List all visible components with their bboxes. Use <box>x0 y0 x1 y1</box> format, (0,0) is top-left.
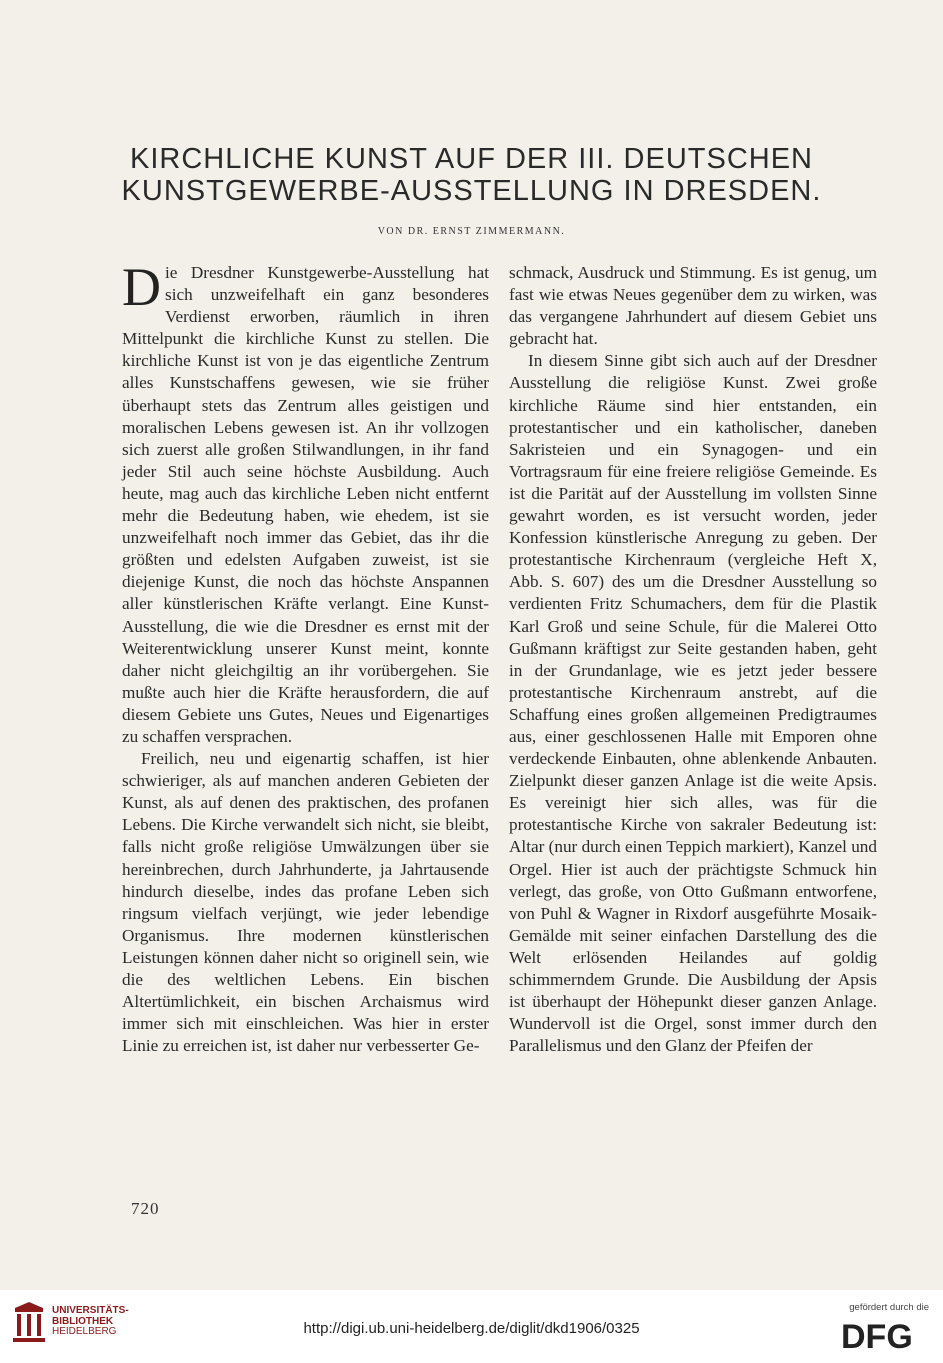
drop-cap: D <box>122 257 161 317</box>
article-title-line-1: KIRCHLICHE KUNST AUF DER III. DEUTSCHEN <box>129 143 813 175</box>
library-name-line-3: HEIDELBERG <box>52 1326 117 1337</box>
article-title-line-2: KUNSTGEWERBE-AUSSTELLUNG IN DRESDEN. <box>121 175 822 207</box>
left-paragraph-2: Freilich, neu und eigenartig schaffen, ist hier schwieriger, als auf manchen anderen Gebieten der Kunst, als auf denen des praktischen, des profanen Lebens. Die Kirche verwandelt sich nicht, sie bleibt, falls nicht große religiöse Umwälzungen über sie hereinbrechen, durch Jahrhunderte, ja Jahrtausende hindurch dieselbe, indes das profane Leben sich ringsum vielfach verjüngt, wie jeder lebendige Organismus. Ihre modernen künstlerischen Leistungen können daher nicht so originell sein, wie die des weltlichen Lebens. Ein bischen Altertümlichkeit, ein bischen Archaismus wird immer sich mit einschleichen. Was hier in erster Linie zu erreichen ist, ist daher nur verbesserter Ge- <box>122 749 489 1056</box>
dfg-logo-icon[interactable] <box>839 1318 929 1357</box>
sponsor-caption: gefördert durch die <box>849 1302 929 1313</box>
left-column <box>122 257 489 1057</box>
right-paragraph-2: In diesem Sinne gibt sich auch auf der Dresdner Ausstellung die religiöse Kunst. Zwei große kirchliche Räume sind hier entstanden, ein protestantischer und ein katholischer, daneben Sakristeien und ein Synagogen- und ein Vortragsraum für eine freiere religiöse Gemeinde. Es ist die Parität auf der Ausstellung im vollsten Sinne gewahrt worden, es ist versucht worden, jeder Konfession künstlerische Anregung zu geben. Der protestantische Kirchenraum (vergleiche Heft X, Abb. S. 607) des um die Dresdner Ausstellung so verdienten Fritz Schumachers, dem für die Plastik Karl Groß und seine Schule, für die Malerei Otto Gußmann kräftigst zur Seite gestanden haben, geht in der Grundanlage, wie es jetzt jeder bessere protestantische Kirchenraum anstrebt, auf die Schaffung eines großen allgemeinen Predigtraumes aus, einer geschlossenen Halle mit Emporen ohne verdeckende Einbauten, ohne ablenkende Anbauten. Zielpunkt dieser ganzen Anlage ist die weite Apsis. Es vereinigt hier sich alles, was für die protestantische Kirche von sakraler Bedeutung ist: Altar (nur durch einen Teppich markiert), Kanzel und Orgel. Hier ist auch der prächtigste Schmuck hin verlegt, das große, von Otto Gußmann entworfene, von Puhl & Wagner in Rixdorf ausgeführte Mosaik-Gemälde mit seiner einfachen Darstellung des die Welt erlösenden Heilandes auf goldig schimmerndem Grunde. Die Ausbildung der Apsis ist überhaupt der Höhepunkt dieser ganzen Anlage. Wundervoll ist die Orgel, sonst immer durch den Parallelismus und den Glanz der Pfeifen der <box>509 351 877 1056</box>
library-name-line-2: BIBLIOTHEK <box>52 1315 114 1327</box>
left-paragraph-1-text: ie Dresdner Kunstgewerbe-Ausstellung hat sich unzweifelhaft ein ganz besonderes Verdienst erworben, räumlich in ihren Mittelpunkt die kirchliche Kunst zu stellen. Die kirchliche Kunst ist von je das eigentliche Zentrum alles Kunstschaffens gewesen, wie sie früher überhaupt stets das Zentrum alles geistigen und moralischen Lebens gewesen ist. An ihr vollzogen sich zuerst alle großen Stilwandlungen, in ihr fand jeder Stil auch seine höchste Ausbildung. Auch heute, mag auch das kirchliche Leben nicht entfernt mehr die Bedeutung haben, wie ehedem, ist sie unzweifelhaft noch immer das Gebiet, das ihr die größten und edelsten Aufgaben zuweist, ist sie diejenige Kunst, die noch das höchste Anspannen aller künstlerischen Kräfte verlangt. Eine Kunst-Ausstellung, die wie die Dresdner es ernst mit der Weiterentwicklung unserer Kunst meint, konnte daher nicht gleichgiltig an ihr vorübergehen. Sie mußte auch hier die Kräfte herausfordern, die auf diesem Gebiete uns Gutes, Neues und Eigenartiges zu schaffen versprachen. <box>122 263 489 746</box>
page-number: 720 <box>131 1199 160 1218</box>
library-name-line-1: UNIVERSITÄTS- <box>52 1305 129 1316</box>
dfg-logo-text: DFG <box>841 1318 913 1352</box>
permalink-url[interactable]: http://digi.ub.uni-heidelberg.de/diglit/dkd1906/0325 <box>303 1320 640 1337</box>
article-author: VON DR. ERNST ZIMMERMANN. <box>377 226 566 237</box>
footer-bar <box>0 1290 943 1363</box>
left-paragraph-1 <box>122 257 489 748</box>
right-column <box>509 262 877 1057</box>
right-paragraph-1: schmack, Ausdruck und Stimmung. Es ist genug, um fast wie etwas Neues gegenüber dem zu wirken, was das vergangene Jahrhundert auf diesem Gebiet uns gebracht hat. <box>509 263 877 349</box>
